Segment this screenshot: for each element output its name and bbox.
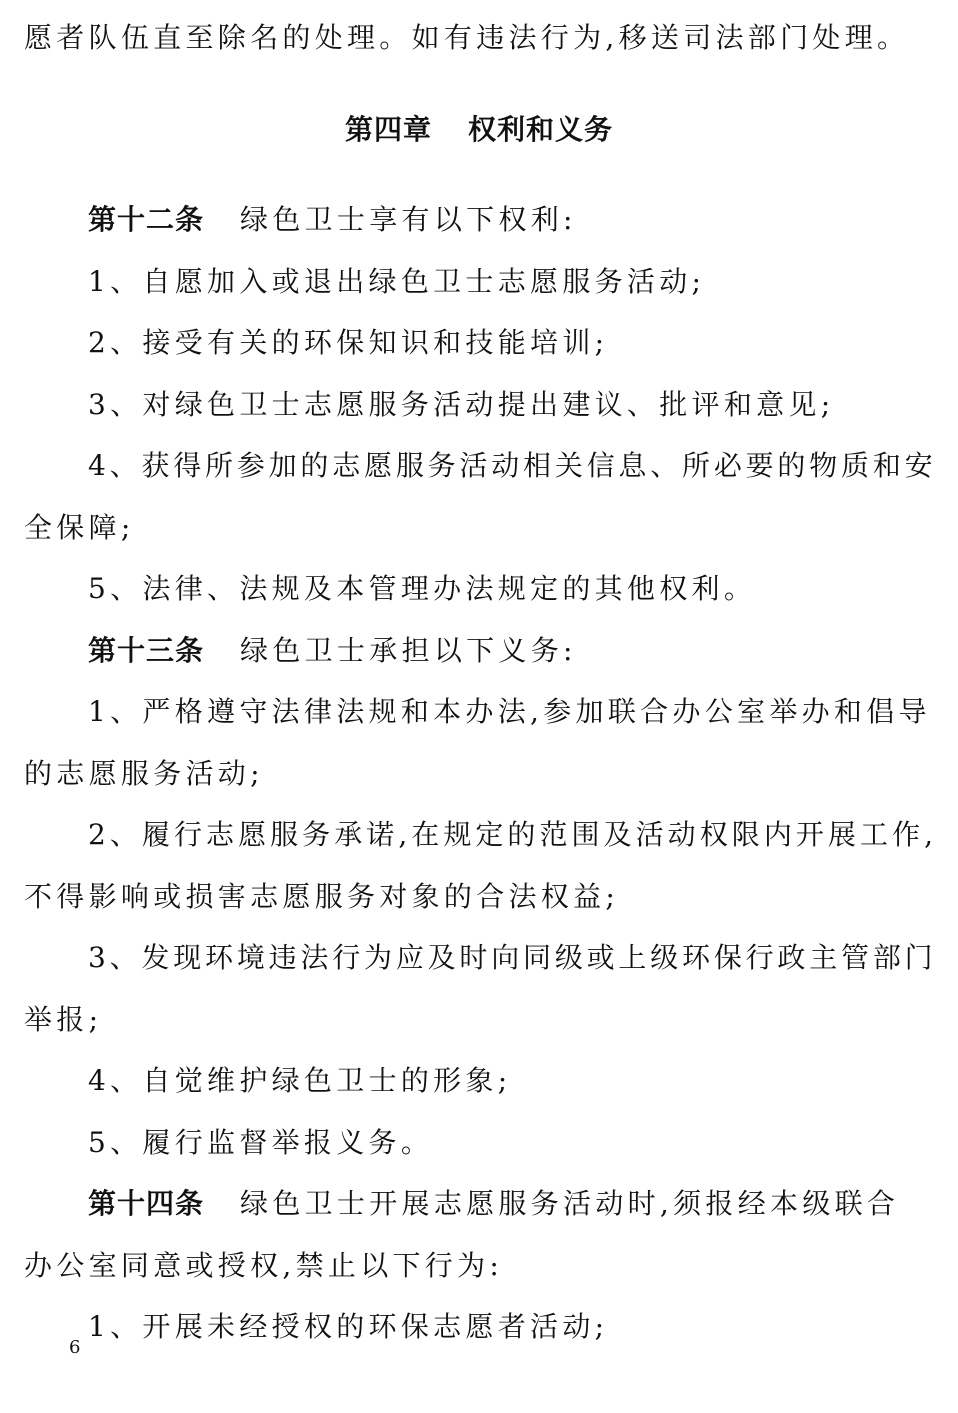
line-text: 1、自愿加入或退出绿色卫士志愿服务活动;: [88, 265, 706, 298]
line-text: 举报;: [24, 1003, 103, 1036]
text-line: [24, 754, 938, 794]
line-text: 绿色卫士承担以下义务:: [240, 634, 577, 667]
text-line: [24, 1246, 938, 1286]
text-line: [88, 446, 938, 486]
chapter-title: 权利和义务: [468, 113, 614, 146]
text-line: [88, 938, 938, 978]
text-line: [88, 323, 938, 363]
text-line: [88, 1123, 938, 1163]
chapter-heading: [0, 110, 958, 150]
text-line: [88, 262, 938, 302]
line-text: 4、自觉维护绿色卫士的形象;: [88, 1064, 512, 1097]
line-text: 1、严格遵守法律法规和本办法,参加联合办公室举办和倡导: [88, 695, 931, 728]
text-line: [24, 1000, 938, 1040]
article-13: [88, 631, 938, 671]
line-text: 全保障;: [24, 511, 135, 544]
article-label: 第十二条: [88, 203, 205, 236]
article-12: [88, 200, 938, 240]
line-text: 4、获得所参加的志愿服务活动相关信息、所必要的物质和安: [88, 449, 937, 482]
line-text: 不得影响或损害志愿服务对象的合法权益;: [24, 880, 620, 913]
page-number: 6: [69, 1337, 81, 1358]
line-text: 2、接受有关的环保知识和技能培训;: [88, 326, 609, 359]
line-text: 绿色卫士开展志愿服务活动时,须报经本级联合: [240, 1187, 900, 1220]
text-line: [88, 385, 938, 425]
line-text: 的志愿服务活动;: [24, 757, 264, 790]
text-line: [88, 1307, 938, 1347]
text-line: [88, 569, 938, 609]
line-text: 3、发现环境违法行为应及时向同级或上级环保行政主管部门: [88, 941, 937, 974]
text-line: [24, 877, 938, 917]
text-line: [88, 1061, 938, 1101]
text-line: [24, 18, 938, 58]
line-text: 5、法律、法规及本管理办法规定的其他权利。: [88, 572, 757, 605]
text-line: [88, 815, 938, 855]
line-text: 2、履行志愿服务承诺,在规定的范围及活动权限内开展工作,: [88, 818, 938, 851]
text-line: [88, 692, 938, 732]
line-text: 绿色卫士享有以下权利:: [240, 203, 577, 236]
line-text: 3、对绿色卫士志愿服务活动提出建议、批评和意见;: [88, 388, 835, 421]
text-line: [24, 508, 938, 548]
line-text: 5、履行监督举报义务。: [88, 1126, 434, 1159]
article-label: 第十四条: [88, 1187, 205, 1220]
line-text: 愿者队伍直至除名的处理。如有违法行为,移送司法部门处理。: [24, 21, 910, 54]
article-14: [88, 1184, 938, 1224]
line-text: 1、开展未经授权的环保志愿者活动;: [88, 1310, 609, 1343]
line-text: 办公室同意或授权,禁止以下行为:: [24, 1249, 504, 1282]
chapter-number: 第四章: [344, 113, 432, 146]
article-label: 第十三条: [88, 634, 205, 667]
